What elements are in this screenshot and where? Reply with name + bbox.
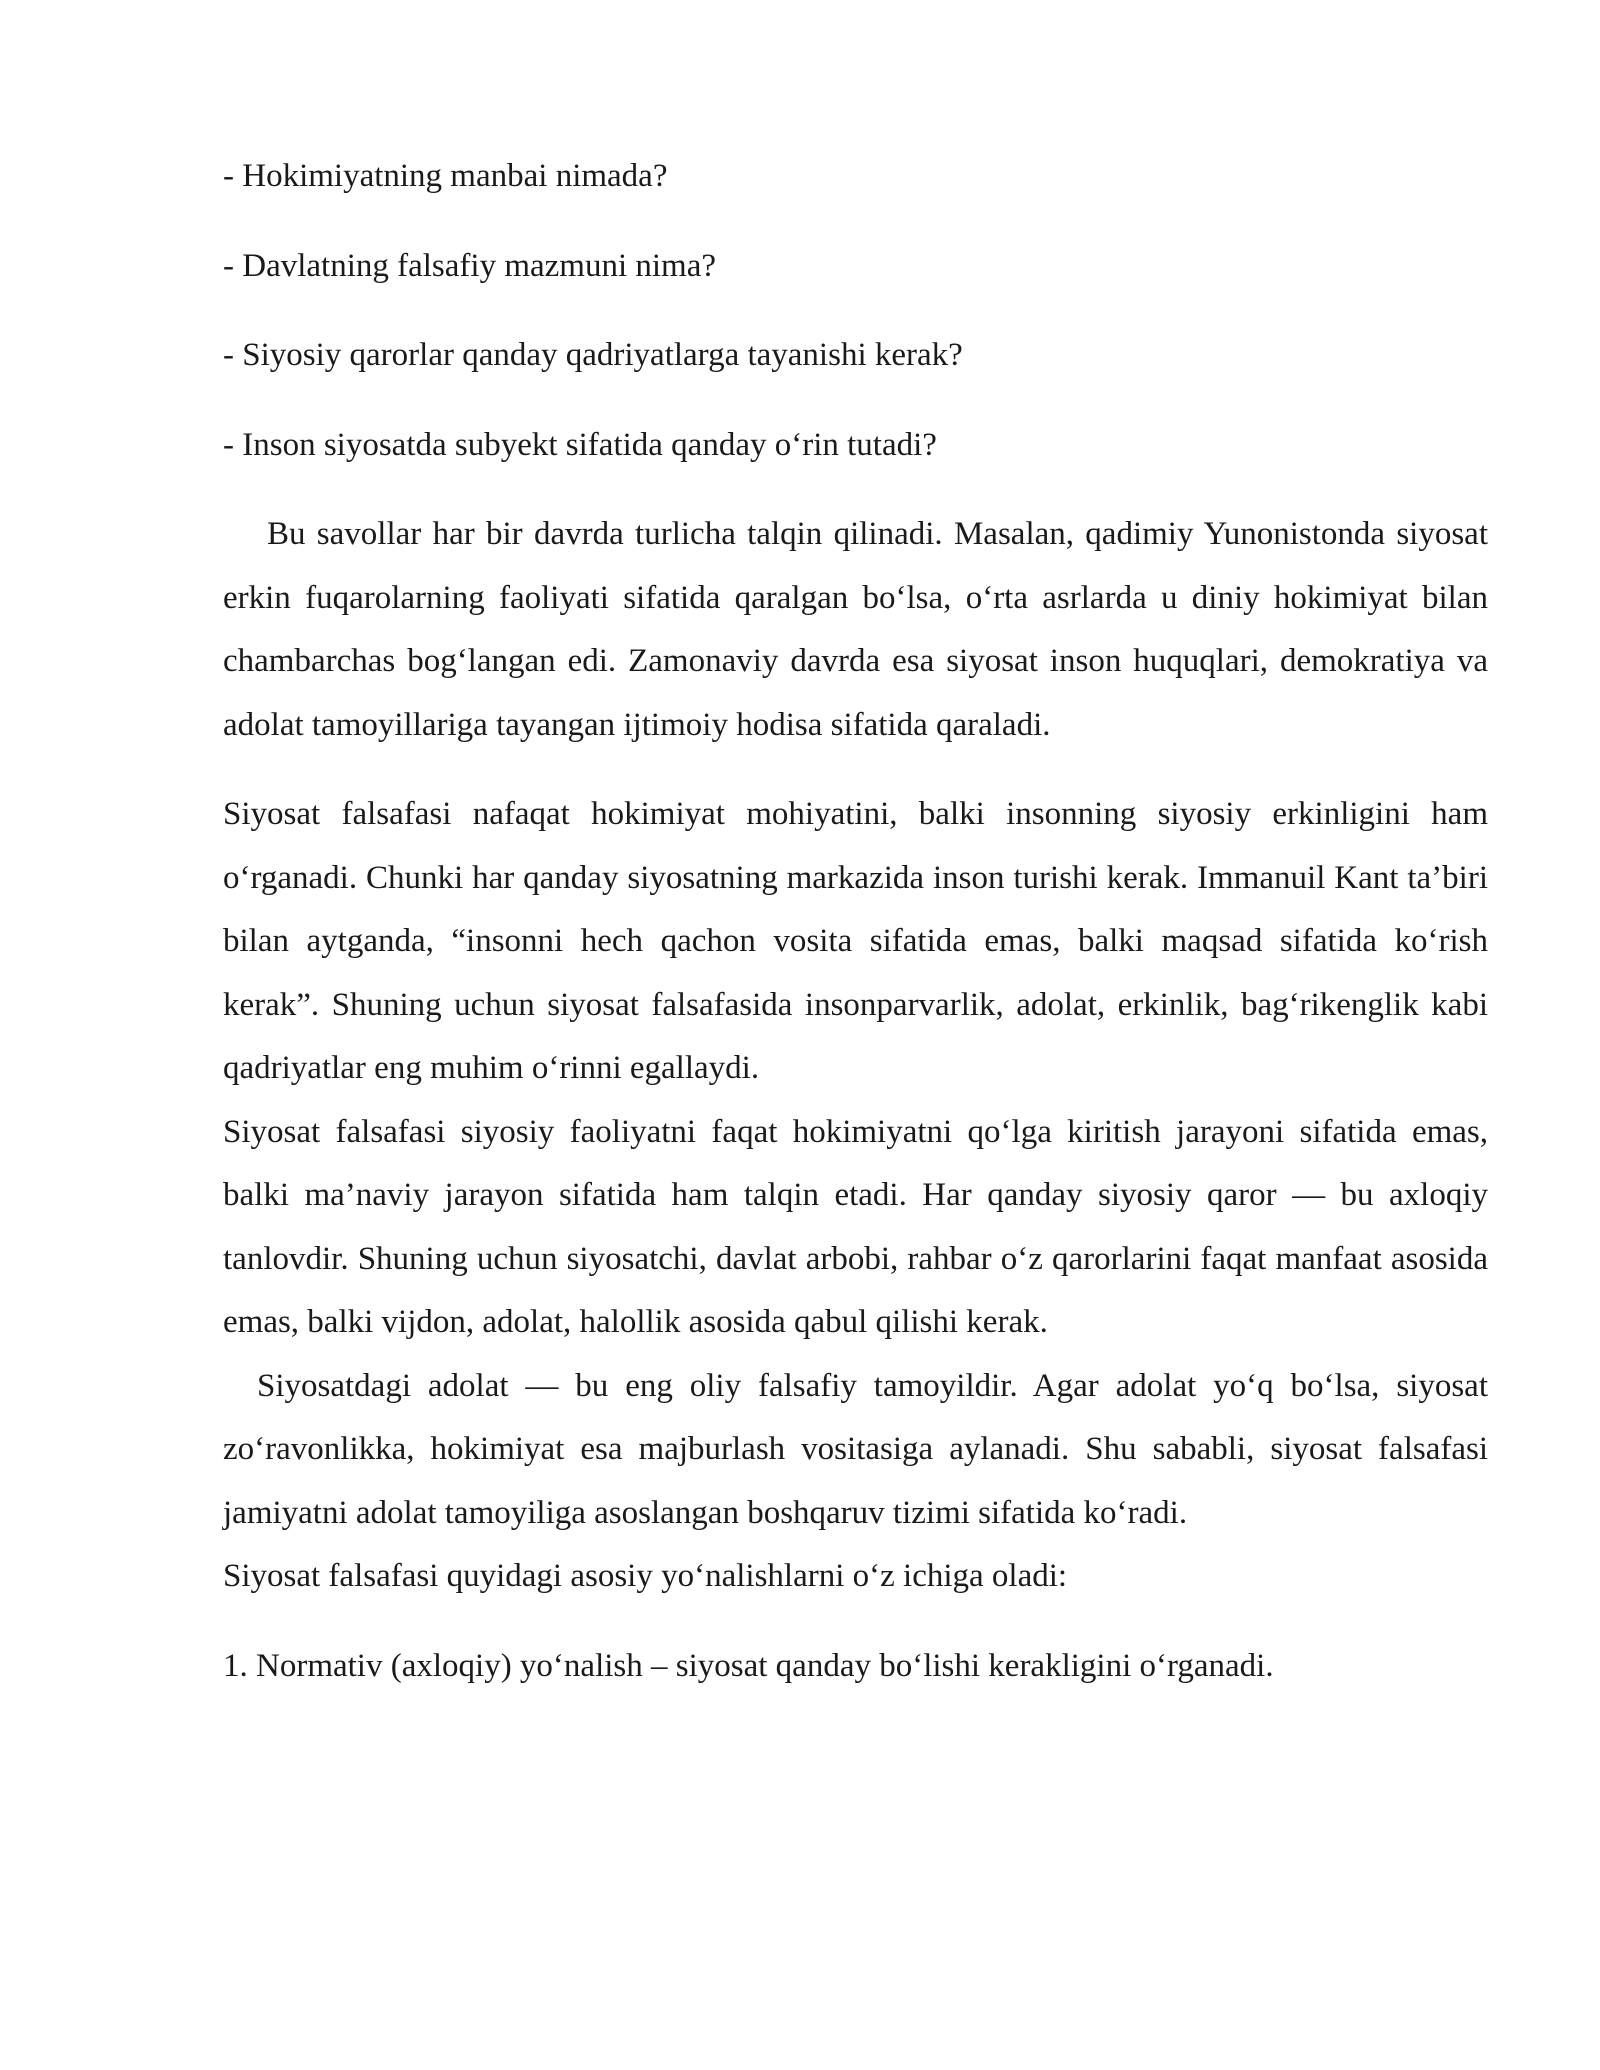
directions-lead-in: Siyosat falsafasi quyidagi asosiy yo‘nalishlarni o‘z ichiga oladi: [223, 1558, 1068, 1594]
paragraph-justice: Siyosatdagi adolat — bu eng oliy falsafiy tamoyildir. Agar adolat yo‘q bo‘lsa, siyosat zo‘ravonlikka, hokimiyat esa majburlash vositasiga aylanadi. Shu sababli, siyosat falsafasi jamiyatni adolat tamoyiliga asoslangan boshqaruv tizimi sifatida ko‘radi. [223, 1367, 1488, 1531]
list-item: 1. Normativ (axloqiy) yo‘nalish – siyosat qanday bo‘lishi kerakligini o‘rganadi. [223, 1647, 1274, 1684]
question-line: - Siyosiy qarorlar qanday qadriyatlarga tayanishi kerak? [223, 337, 963, 373]
question-line: - Hokimiyatning manbai nimada? [223, 158, 668, 194]
paragraph-interpretations: Bu savollar har bir davrda turlicha talqin qilinadi. Masalan, qadimiy Yunonistonda siyosat erkin fuqarolarning faoliyati sifatida qaralgan bo‘lsa, o‘rta asrlarda u diniy hokimiyat bilan chambarchas bog‘langan edi. Zamonaviy davrda esa siyosat inson huquqlari, demokratiya va adolat tamoyillariga tayangan ijtimoiy hodisa sifatida qaraladi. [223, 516, 1488, 743]
paragraph-moral-process: Siyosat falsafasi siyosiy faoliyatni faqat hokimiyatni qo‘lga kiritish jarayoni sifatida emas, balki ma’naviy jarayon sifatida ham talqin etadi. Har qanday siyosiy qaror — bu axloqiy tanlovdir. Shuning uchun siyosatchi, davlat arbobi, rahbar o‘z qarorlarini faqat manfaat asosida emas, balki vijdon, adolat, halollik asosida qabul qilishi kerak. [223, 1113, 1488, 1340]
question-line: - Davlatning falsafiy mazmuni nima? [223, 247, 717, 284]
document-body [223, 145, 1488, 1698]
question-line: - Inson siyosatda subyekt sifatida qanday o‘rin tutadi? [223, 426, 937, 463]
paragraph-human-freedom: Siyosat falsafasi nafaqat hokimiyat mohiyatini, balki insonning siyosiy erkinligini ham o‘rganadi. Chunki har qanday siyosatning markazida inson turishi kerak. Immanuil Kant ta’biri bilan aytganda, “insonni hech qachon vosita sifatida emas, balki maqsad sifatida ko‘rish kerak”. Shuning uchun siyosat falsafasida insonparvarlik, adolat, erkinlik, bag‘rikenglik kabi qadriyatlar eng muhim o‘rinni egallaydi. [223, 796, 1488, 1086]
